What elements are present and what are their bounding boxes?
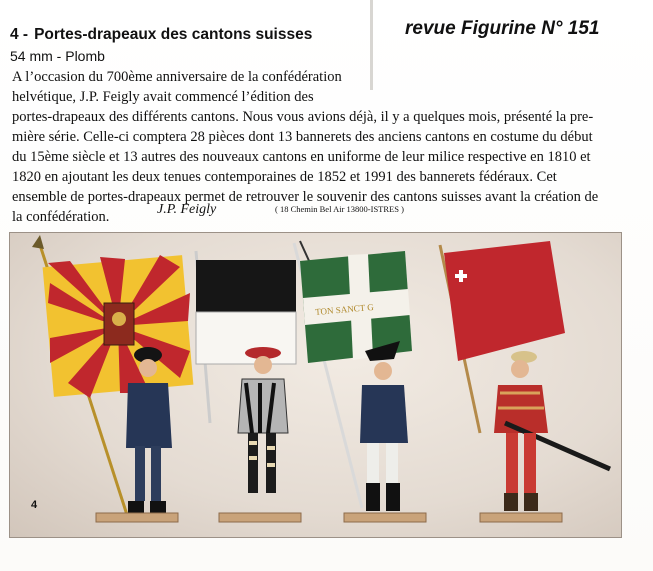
- body-line: portes-drapeaux des différents cantons. Nous vous avions déjà, il y a quelques mois, présenté la pre-: [12, 109, 594, 125]
- figurines-photo: [9, 232, 622, 538]
- body-line: 1820 en ajoutant les deux tenues contemporaines de 1852 et 1991 des bannerets fédéraux. Cet: [12, 169, 557, 185]
- scale-material: 54 mm - Plomb: [10, 48, 105, 64]
- figurine-2: [196, 251, 301, 522]
- body-line: du 15ème siècle et 13 autres des nouveaux cantons en uniforme de leur milice respective en 1810 et: [12, 149, 591, 165]
- flag-inscription: TON SANCT G: [314, 301, 375, 318]
- body-line: mière série. Celle-ci comptera 28 pièces dont 13 bannerets des anciens cantons en costume du début: [12, 129, 593, 145]
- article-heading: [10, 26, 312, 44]
- article-title: Portes-drapeaux des cantons suisses: [34, 26, 313, 43]
- figurines-illustration: [10, 233, 621, 537]
- column-divider: [370, 0, 373, 90]
- source-label: revue Figurine N° 151: [405, 18, 600, 39]
- author-signature: J.P. Feigly: [157, 202, 217, 217]
- body-line: helvétique, J.P. Feigly avait commencé l’édition des: [12, 89, 314, 105]
- figurine-3: [294, 241, 426, 522]
- article-number: 4 -: [10, 26, 29, 43]
- author-address: ( 18 Chemin Bel Air 13800-ISTRES ): [275, 204, 404, 214]
- body-line: ensemble de portes-drapeaux permet de retrouver le souvenir des cantons suisses avant la création de: [12, 189, 599, 205]
- body-line: A l’occasion du 700ème anniversaire de la confédération: [12, 69, 342, 85]
- flag-rays: [43, 255, 194, 398]
- figurine-4: [440, 241, 610, 522]
- body-line: la confédération.: [12, 209, 110, 225]
- figurine-1: [32, 235, 193, 522]
- photo-number: 4: [31, 499, 38, 511]
